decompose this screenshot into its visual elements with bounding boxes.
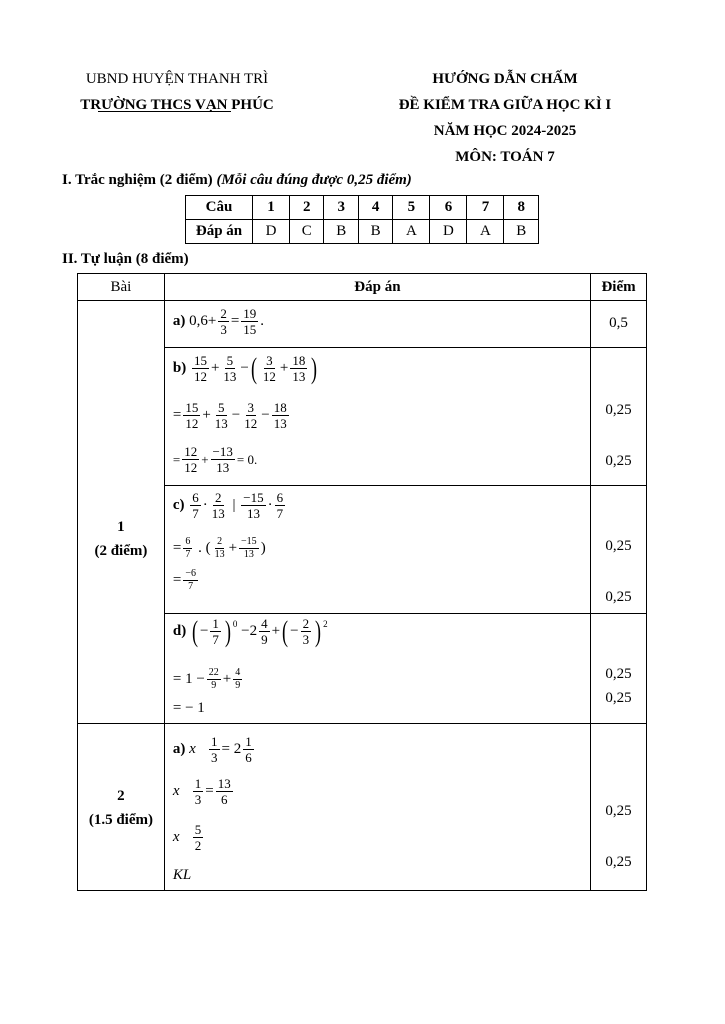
q-cell: 8 xyxy=(504,196,539,220)
a-cell: C xyxy=(290,220,324,244)
q-cell: 2 xyxy=(290,196,324,220)
label-c: c) xyxy=(172,497,185,513)
label-d: d) xyxy=(172,623,187,639)
q-cell: 5 xyxy=(393,196,430,220)
school-name: TRƯỜNG THCS VẠN PHÚC xyxy=(80,97,274,113)
essay-table xyxy=(77,273,647,891)
school-underline xyxy=(98,111,231,112)
score-1d-1: 0,25 xyxy=(605,666,632,682)
a-cell: A xyxy=(467,220,504,244)
score-1c-1: 0,25 xyxy=(605,538,632,554)
bai2-label: 2 xyxy=(117,788,125,804)
a-cell: B xyxy=(504,220,539,244)
q-cell: 3 xyxy=(324,196,358,220)
answer-1b: b) $\frac{15}{12}$ + $\frac{5}{13}$ − ( $\frac{3}{12}$ + $\frac{18}{13}$ ) = $\frac{15}{12}$ + $\frac{5}{13}$ − $\frac{3}{12}$ − $\frac{18}{13}$ = $\frac{12}{12}$ + $\frac{-13}{13}$ = 0. xyxy=(164,348,590,486)
score-2-1: 0,25 xyxy=(605,803,632,819)
a-cell: A xyxy=(393,220,430,244)
answer-table-q-label: Câu xyxy=(186,196,253,220)
label-2a: a) xyxy=(172,741,186,757)
part1-title: I. Trắc nghiệm (2 điểm) (Mỗi câu đúng được 0,25 điểm) xyxy=(62,172,412,188)
score-cell-1c xyxy=(591,486,647,614)
bai2-cell xyxy=(78,724,165,891)
score-cell-1b xyxy=(591,348,647,486)
part2-title: II. Tự luận (8 điểm) xyxy=(62,251,189,267)
doc-title-3: NĂM HỌC 2024-2025 xyxy=(433,123,577,139)
doc-title-1: HƯỚNG DẪN CHẤM xyxy=(432,71,578,87)
score-1b-1: 0,25 xyxy=(605,402,632,418)
col-diem: Điểm xyxy=(591,274,647,301)
col-bai: Bài xyxy=(78,274,165,301)
a-cell: B xyxy=(324,220,358,244)
label-a: a) xyxy=(172,313,186,329)
org-name: UBND HUYỆN THANH TRÌ xyxy=(85,71,269,87)
doc-title-2: ĐỀ KIỂM TRA GIỮA HỌC KÌ I xyxy=(398,97,612,113)
score-1d-2: 0,25 xyxy=(605,690,632,706)
answer-1c: c) $\frac{6}{7}$ · $\frac{2}{13}$ | $\frac{-15}{13}$ · $\frac{6}{7}$ = $\frac{6}{7}$ . ( $\frac{2}{13}$ + $\frac{-15}{13}$ ) = $\frac{-6}{7}$ xyxy=(164,486,590,614)
score-cell-1d xyxy=(591,614,647,724)
answer-1d: d) ( − $\frac{1}{7}$ ) 0 −2 $\frac{4}{9}$ + ( − $\frac{2}{3}$ ) 2 = 1 − $\frac{22}{9}$ + $\frac{4}{9}$ = − 1 xyxy=(164,614,590,724)
bai1-cell xyxy=(78,301,165,724)
bai1-label: 1 xyxy=(117,519,125,535)
doc-title-4: MÔN: TOÁN 7 xyxy=(455,149,555,165)
bai2-points: (1.5 điểm) xyxy=(88,812,153,828)
a-cell: D xyxy=(253,220,290,244)
answer-1a: a) 0,6+ $\frac{2}{3}$ = $\frac{19}{15}$ . xyxy=(164,301,590,348)
score-cell-1a xyxy=(591,301,647,348)
q-cell: 7 xyxy=(467,196,504,220)
kl-label: KL xyxy=(172,867,192,883)
score-1c-2: 0,25 xyxy=(605,589,632,605)
col-dapan: Đáp án xyxy=(164,274,590,301)
answer-2a: a) x $\frac{1}{3}$ = 2 $\frac{1}{6}$ x $\frac{1}{3}$ = $\frac{13}{6}$ x $\frac{5}{2}$ KL xyxy=(164,724,590,891)
answer-table-a-label: Đáp án xyxy=(186,220,253,244)
answer-table xyxy=(185,195,539,244)
header-right xyxy=(360,66,650,170)
q-cell: 6 xyxy=(430,196,467,220)
q-cell: 4 xyxy=(358,196,392,220)
score-cell-2 xyxy=(591,724,647,891)
label-b: b) xyxy=(172,360,187,376)
q-cell: 1 xyxy=(253,196,290,220)
a-cell: D xyxy=(430,220,467,244)
score-1b-2: 0,25 xyxy=(605,453,632,469)
score-2-2: 0,25 xyxy=(605,854,632,870)
score-1a: 0,5 xyxy=(609,315,628,331)
a-cell: B xyxy=(358,220,392,244)
bai1-points: (2 điểm) xyxy=(94,543,148,559)
